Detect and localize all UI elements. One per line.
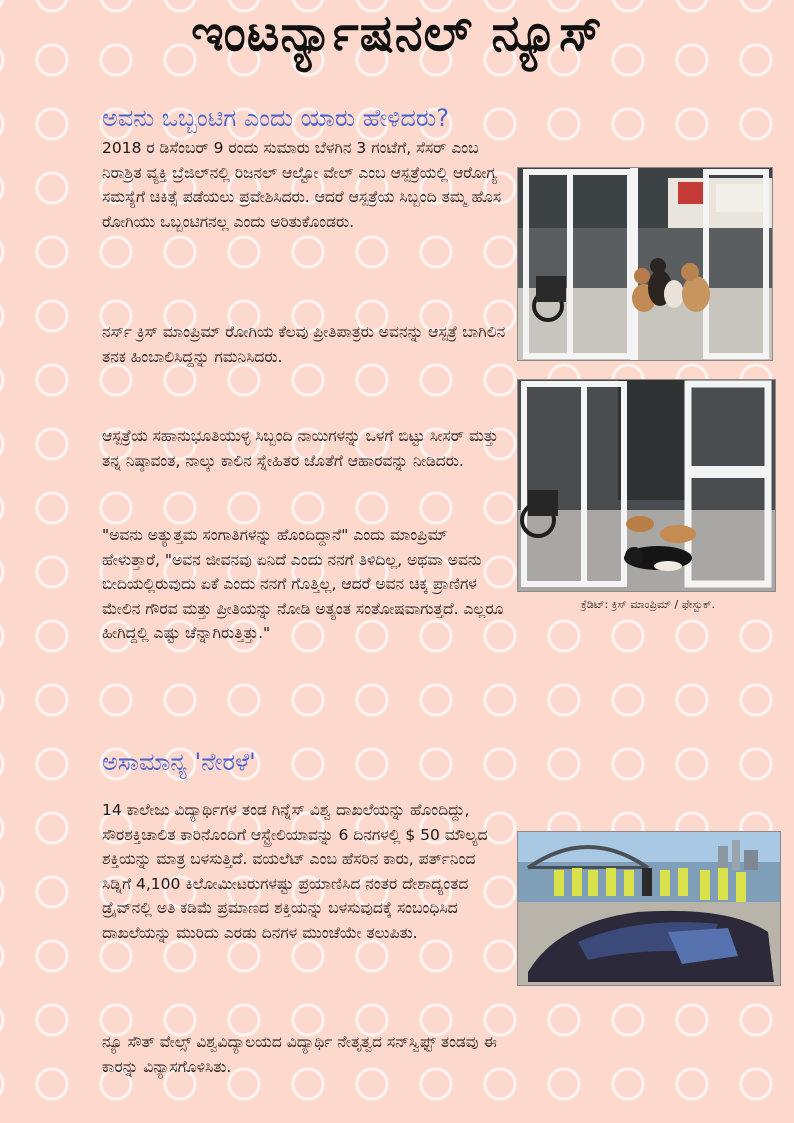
newsletter-title: ಇಂಟರ್ನ್ಯಾಷನಲ್ ನ್ಯೂಸ್ <box>191 4 603 62</box>
article2-paragraph-1: 14 ಕಾಲೇಜು ವಿದ್ಯಾರ್ಥಿಗಳ ತಂಡ ಗಿನ್ನೆಸ್ ವಿಶ್ವ ದಾಖಲೆಯನ್ನು ಹೊಂದಿದ್ದು, ಸೌರಶಕ್ತಿಚಾಲಿತ ಕಾರಿನೊಂದಿಗೆ ಆಸ್ಟ್ರೇಲಿಯಾವನ್ನು 6 ದಿನಗಳಲ್ಲಿ $ 50 ಮೌಲ್ಯದ ಶಕ್ತಿಯನ್ನು ಮಾತ್ರ ಬಳಸುತ್ತಿದೆ. ವಯಲೆಟ್ ಎಂಬ ಹೆಸರಿನ ಕಾರು, ಪರ್ತ್‌ನಿಂದ ಸಿಡ್ನಿಗೆ 4,100 ಕಿಲೋಮೀಟರುಗಳಷ್ಟು ಪ್ರಯಾಣಿಸಿದ ನಂತರ ದೇಶಾದ್ಯಂತದ ಡ್ರೈವ್‌ನಲ್ಲಿ ಅತಿ ಕಡಿಮೆ ಪ್ರಮಾಣದ ಶಕ್ತಿಯನ್ನು ಬಳಸುವುದಕ್ಕೆ ಸಂಬಂಧಿಸಿದ ದಾಖಲೆಯನ್ನು ಮುರಿದು ಎರಡು ದಿನಗಳ ಮುಂಚೆಯೇ ತಲುಪಿತು. <box>102 801 488 942</box>
article1-heading: ಅವನು ಒಬ್ಬಂಟಿಗ ಎಂದು ಯಾರು ಹೇಳಿದರು? <box>102 104 449 132</box>
solar-car-team-photo <box>517 831 781 986</box>
article1-paragraph-1: 2018 ರ ಡಿಸೆಂಬರ್ 9 ರಂದು ಸುಮಾರು ಬೆಳಗಿನ 3 ಗಂಟೆಗೆ, ಸೆಸರ್ ಎಂಬ ನಿರಾಶ್ರಿತ ವ್ಯಕ್ತಿ ಬ್ರೆಜಿಲ್‌ನಲ್ಲಿ ರಿಜನಲ್ ಆಲ್ಟೋ ವೇಲ್ ಎಂಬ ಆಸ್ಪತ್ರೆಯಲ್ಲಿ ಆರೋಗ್ಯ ಸಮಸ್ಯೆಗೆ ಚಿಕಿತ್ಸೆ ಪಡೆಯಲು ಪ್ರವೇಶಿಸಿದರು. ಆದರೆ ಆಸ್ಪತ್ರೆಯ ಸಿಬ್ಬಂದಿ ತಮ್ಮ ಹೊಸ ರೋಗಿಯು ಒಬ್ಬಂಟಿಗನಲ್ಲ ಎಂದು ಅರಿತುಕೊಂಡರು. <box>102 139 502 231</box>
article2-heading: ಅಸಾಮಾನ್ಯ 'ನೇರಳೆ' <box>102 748 256 776</box>
dogs-at-door-photo <box>517 167 773 361</box>
article1-paragraph-3: ಆಸ್ಪತ್ರೆಯ ಸಹಾನುಭೂತಿಯುಳ್ಳ ಸಿಬ್ಬಂದಿ ನಾಯಿಗಳನ್ನು ಒಳಗೆ ಬಿಟ್ಟು ಸೀಸರ್ ಮತ್ತು ತನ್ನ ನಿಷ್ಠಾವಂತ, ನಾಲ್ಕು ಕಾಲಿನ ಸ್ನೇಹಿತರ ಜೊತೆಗೆ ಆಹಾರವನ್ನು ನೀಡಿದರು. <box>102 427 499 470</box>
article1-paragraph-4: "ಅವನು ಅತ್ಯುತ್ತಮ ಸಂಗಾತಿಗಳನ್ನು ಹೊಂದಿದ್ದಾನೆ" ಎಂದು ಮಾಂಪ್ರಿಮ್ ಹೇಳುತ್ತಾರೆ, "ಅವನ ಜೀವನವು ಏನಿದೆ ಎಂದು ನನಗೆ ತಿಳಿದಿಲ್ಲ, ಅಥವಾ ಅವನು ಬೀದಿಯಲ್ಲಿರುವುದು ಏಕೆ ಎಂದು ನನಗೆ ಗೊತ್ತಿಲ್ಲ, ಆದರೆ ಅವನ ಚಿಕ್ಕ ಪ್ರಾಣಿಗಳ ಮೇಲಿನ ಗೌರವ ಮತ್ತು ಪ್ರೀತಿಯನ್ನು ನೋಡಿ ಅತ್ಯಂತ ಸಂತೋಷವಾಗುತ್ತದೆ. ಎಲ್ಲರೂ ಹೀಗಿದ್ದಲ್ಲಿ ಎಷ್ಟು ಚೆನ್ನಾಗಿರುತ್ತಿತ್ತು." <box>102 526 504 642</box>
photo-credit-caption: ಕ್ರೆಡಿಟ್: ಕ್ರಿಸ್ ಮಾಂಪ್ರಿಮ್ / ಫೇಸ್ಬುಕ್. <box>580 598 715 611</box>
article1-paragraph-2: ನರ್ಸ್ ಕ್ರಿಸ್ ಮಾಂಪ್ರಿಮ್ ರೋಗಿಯ ಕೆಲವು ಪ್ರೀತಿಪಾತ್ರರು ಅವನನ್ನು ಆಸ್ಪತ್ರೆ ಬಾಗಿಲಿನ ತನಕ ಹಿಂಬಾಲಿಸಿದ್ದನ್ನು ಗಮನಿಸಿದರು. <box>102 323 506 366</box>
article2-paragraph-2: ನ್ಯೂ ಸೌತ್ ವೇಲ್ಸ್ ವಿಶ್ವವಿದ್ಯಾಲಯದ ವಿದ್ಯಾರ್ಥಿ ನೇತೃತ್ವದ ಸನ್‌ಸ್ವಿಫ್ಟ್ ತಂಡವು ಈ ಕಾರನ್ನು ವಿನ್ಯಾಸಗೊಳಿಸಿತು. <box>102 1033 497 1076</box>
dogs-resting-photo <box>517 379 776 592</box>
